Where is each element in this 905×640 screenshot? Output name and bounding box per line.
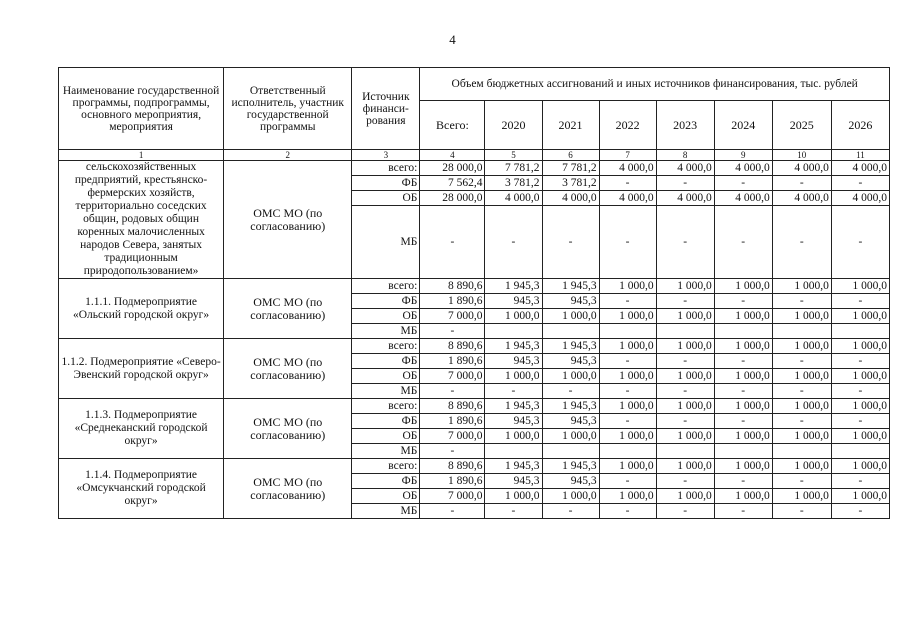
- funding-source: ОБ: [352, 309, 420, 324]
- column-number: 11: [831, 150, 889, 161]
- amount-cell: 4 000,0: [599, 191, 656, 206]
- table-body: [59, 150, 890, 519]
- funding-source: ФБ: [352, 414, 420, 429]
- amount-cell: [772, 444, 831, 459]
- funding-source: ФБ: [352, 474, 420, 489]
- amount-cell: 1 945,3: [542, 339, 599, 354]
- amount-cell: [714, 324, 772, 339]
- amount-cell: -: [599, 294, 656, 309]
- amount-cell: -: [714, 414, 772, 429]
- column-number: 9: [714, 150, 772, 161]
- column-numbers-row: [59, 150, 890, 161]
- amount-cell: -: [714, 474, 772, 489]
- amount-cell: 1 000,0: [714, 459, 772, 474]
- activity-name: 1.1.4. Подмероприятие «Омсукчанский городской округ»: [59, 459, 224, 519]
- amount-cell: -: [485, 206, 542, 279]
- amount-cell: -: [831, 384, 889, 399]
- amount-cell: -: [599, 384, 656, 399]
- amount-cell: 1 000,0: [831, 489, 889, 504]
- amount-cell: 1 000,0: [831, 339, 889, 354]
- amount-cell: 7 562,4: [420, 176, 485, 191]
- amount-cell: -: [831, 504, 889, 519]
- amount-cell: 1 000,0: [599, 399, 656, 414]
- amount-cell: 4 000,0: [714, 161, 772, 176]
- amount-cell: -: [656, 474, 714, 489]
- amount-cell: 1 890,6: [420, 354, 485, 369]
- amount-cell: 4 000,0: [542, 191, 599, 206]
- amount-cell: 1 000,0: [772, 279, 831, 294]
- amount-cell: 1 000,0: [656, 339, 714, 354]
- amount-cell: 1 000,0: [772, 489, 831, 504]
- header-name: Наименование государственной программы, подпрограммы, основного мероприятия, мероприятия: [59, 68, 224, 150]
- column-number: 7: [599, 150, 656, 161]
- activity-name: 1.1.3. Подмероприятие «Среднеканский городской округ»: [59, 399, 224, 459]
- responsible-executor: ОМС МО (по согласованию): [224, 339, 352, 399]
- amount-cell: -: [485, 384, 542, 399]
- amount-cell: [485, 444, 542, 459]
- amount-cell: 4 000,0: [714, 191, 772, 206]
- funding-source: ОБ: [352, 429, 420, 444]
- responsible-executor: ОМС МО (по согласованию): [224, 161, 352, 279]
- amount-cell: 8 890,6: [420, 399, 485, 414]
- amount-cell: -: [599, 474, 656, 489]
- amount-cell: -: [714, 206, 772, 279]
- amount-cell: 1 890,6: [420, 294, 485, 309]
- amount-cell: 1 000,0: [599, 279, 656, 294]
- amount-cell: -: [714, 504, 772, 519]
- amount-cell: -: [772, 206, 831, 279]
- table-row: [59, 459, 890, 474]
- amount-cell: 3 781,2: [542, 176, 599, 191]
- table-row: [59, 339, 890, 354]
- header-year: 2025: [772, 101, 831, 150]
- amount-cell: 1 000,0: [772, 459, 831, 474]
- funding-source: ОБ: [352, 191, 420, 206]
- amount-cell: 945,3: [485, 414, 542, 429]
- amount-cell: [831, 444, 889, 459]
- amount-cell: 4 000,0: [772, 191, 831, 206]
- amount-cell: -: [831, 294, 889, 309]
- funding-source: МБ: [352, 384, 420, 399]
- amount-cell: 1 000,0: [485, 489, 542, 504]
- funding-source: МБ: [352, 324, 420, 339]
- amount-cell: -: [420, 384, 485, 399]
- amount-cell: -: [772, 504, 831, 519]
- amount-cell: [714, 444, 772, 459]
- amount-cell: 1 000,0: [831, 309, 889, 324]
- amount-cell: -: [772, 354, 831, 369]
- amount-cell: -: [599, 354, 656, 369]
- amount-cell: -: [420, 504, 485, 519]
- amount-cell: 1 000,0: [772, 429, 831, 444]
- amount-cell: -: [656, 176, 714, 191]
- amount-cell: -: [420, 324, 485, 339]
- amount-cell: -: [656, 414, 714, 429]
- amount-cell: 1 000,0: [542, 489, 599, 504]
- amount-cell: -: [831, 206, 889, 279]
- amount-cell: -: [599, 176, 656, 191]
- amount-cell: -: [772, 414, 831, 429]
- amount-cell: [656, 324, 714, 339]
- amount-cell: 1 000,0: [485, 369, 542, 384]
- amount-cell: -: [420, 444, 485, 459]
- table-row: [59, 399, 890, 414]
- amount-cell: 1 000,0: [599, 489, 656, 504]
- amount-cell: -: [714, 294, 772, 309]
- amount-cell: 7 781,2: [485, 161, 542, 176]
- funding-source: ОБ: [352, 489, 420, 504]
- amount-cell: 1 000,0: [656, 429, 714, 444]
- column-number: 3: [352, 150, 420, 161]
- amount-cell: -: [714, 176, 772, 191]
- amount-cell: 4 000,0: [831, 191, 889, 206]
- amount-cell: 1 000,0: [599, 369, 656, 384]
- amount-cell: 1 000,0: [772, 399, 831, 414]
- amount-cell: -: [656, 384, 714, 399]
- header-source: Источник финанси-рования: [352, 68, 420, 150]
- amount-cell: [772, 324, 831, 339]
- header-year: 2020: [485, 101, 542, 150]
- responsible-executor: ОМС МО (по согласованию): [224, 399, 352, 459]
- amount-cell: 945,3: [485, 294, 542, 309]
- amount-cell: [485, 324, 542, 339]
- column-number: 10: [772, 150, 831, 161]
- amount-cell: -: [831, 176, 889, 191]
- amount-cell: 1 000,0: [542, 429, 599, 444]
- amount-cell: 8 890,6: [420, 459, 485, 474]
- amount-cell: 1 000,0: [831, 399, 889, 414]
- header-year: 2024: [714, 101, 772, 150]
- amount-cell: 8 890,6: [420, 339, 485, 354]
- amount-cell: -: [831, 414, 889, 429]
- amount-cell: 945,3: [485, 354, 542, 369]
- responsible-executor: ОМС МО (по согласованию): [224, 279, 352, 339]
- amount-cell: -: [831, 474, 889, 489]
- amount-cell: 28 000,0: [420, 191, 485, 206]
- header-year: 2023: [656, 101, 714, 150]
- responsible-executor: ОМС МО (по согласованию): [224, 459, 352, 519]
- amount-cell: 1 000,0: [831, 429, 889, 444]
- amount-cell: 1 000,0: [656, 279, 714, 294]
- amount-cell: -: [831, 354, 889, 369]
- amount-cell: -: [714, 354, 772, 369]
- amount-cell: 4 000,0: [772, 161, 831, 176]
- amount-cell: 1 000,0: [714, 369, 772, 384]
- column-number: 5: [485, 150, 542, 161]
- amount-cell: 1 000,0: [831, 459, 889, 474]
- funding-source: всего:: [352, 339, 420, 354]
- amount-cell: -: [420, 206, 485, 279]
- funding-source: всего:: [352, 459, 420, 474]
- activity-name: 1.1.2. Подмероприятие «Северо-Эвенский городской округ»: [59, 339, 224, 399]
- amount-cell: -: [485, 504, 542, 519]
- header-budget: Объем бюджетных ассигнований и иных источников финансирования, тыс. рублей: [420, 68, 890, 101]
- funding-source: ФБ: [352, 176, 420, 191]
- amount-cell: 4 000,0: [599, 161, 656, 176]
- funding-source: всего:: [352, 161, 420, 176]
- amount-cell: -: [656, 206, 714, 279]
- amount-cell: 1 000,0: [542, 369, 599, 384]
- amount-cell: -: [656, 504, 714, 519]
- amount-cell: -: [772, 294, 831, 309]
- column-number: 4: [420, 150, 485, 161]
- amount-cell: 1 945,3: [485, 459, 542, 474]
- amount-cell: -: [599, 504, 656, 519]
- amount-cell: 1 000,0: [485, 309, 542, 324]
- amount-cell: 3 781,2: [485, 176, 542, 191]
- activity-name: сельскохозяйственных предприятий, крестьянско-фермерских хозяйств, территориально соседских общин, родовых общин коренных малочисленных народов Севера, занятых традиционным природопользованием»: [59, 161, 224, 279]
- column-number: 1: [59, 150, 224, 161]
- amount-cell: -: [772, 474, 831, 489]
- header-total: Всего:: [420, 101, 485, 150]
- amount-cell: 1 000,0: [542, 309, 599, 324]
- amount-cell: 1 945,3: [542, 399, 599, 414]
- amount-cell: 1 945,3: [485, 339, 542, 354]
- amount-cell: 1 000,0: [656, 459, 714, 474]
- header-year: 2021: [542, 101, 599, 150]
- table-row: [59, 161, 890, 176]
- amount-cell: 1 000,0: [599, 429, 656, 444]
- amount-cell: 1 890,6: [420, 414, 485, 429]
- amount-cell: 7 000,0: [420, 489, 485, 504]
- amount-cell: [599, 444, 656, 459]
- amount-cell: 1 945,3: [542, 279, 599, 294]
- amount-cell: 1 000,0: [599, 339, 656, 354]
- amount-cell: 7 000,0: [420, 309, 485, 324]
- amount-cell: [656, 444, 714, 459]
- amount-cell: -: [542, 504, 599, 519]
- funding-source: всего:: [352, 399, 420, 414]
- column-number: 2: [224, 150, 352, 161]
- funding-source: ФБ: [352, 294, 420, 309]
- amount-cell: 1 000,0: [831, 369, 889, 384]
- amount-cell: 945,3: [542, 474, 599, 489]
- amount-cell: -: [542, 206, 599, 279]
- amount-cell: 7 000,0: [420, 369, 485, 384]
- amount-cell: 1 000,0: [772, 309, 831, 324]
- header-year: 2022: [599, 101, 656, 150]
- amount-cell: 1 000,0: [656, 309, 714, 324]
- amount-cell: 1 000,0: [656, 369, 714, 384]
- amount-cell: 1 000,0: [714, 339, 772, 354]
- amount-cell: 945,3: [542, 294, 599, 309]
- amount-cell: 1 000,0: [714, 399, 772, 414]
- amount-cell: -: [772, 176, 831, 191]
- amount-cell: 7 000,0: [420, 429, 485, 444]
- amount-cell: -: [599, 414, 656, 429]
- amount-cell: 1 945,3: [542, 459, 599, 474]
- amount-cell: 1 000,0: [656, 489, 714, 504]
- amount-cell: 1 000,0: [485, 429, 542, 444]
- amount-cell: 1 000,0: [831, 279, 889, 294]
- amount-cell: 945,3: [542, 414, 599, 429]
- amount-cell: 1 945,3: [485, 279, 542, 294]
- budget-table: [58, 67, 890, 519]
- funding-source: ФБ: [352, 354, 420, 369]
- amount-cell: 1 945,3: [485, 399, 542, 414]
- column-number: 8: [656, 150, 714, 161]
- amount-cell: 945,3: [542, 354, 599, 369]
- amount-cell: 1 000,0: [772, 339, 831, 354]
- amount-cell: [542, 444, 599, 459]
- amount-cell: 1 000,0: [599, 309, 656, 324]
- funding-source: ОБ: [352, 369, 420, 384]
- amount-cell: 4 000,0: [656, 161, 714, 176]
- header-responsible: Ответственный исполнитель, участник государственной программы: [224, 68, 352, 150]
- funding-source: МБ: [352, 504, 420, 519]
- amount-cell: 1 000,0: [772, 369, 831, 384]
- amount-cell: 4 000,0: [831, 161, 889, 176]
- amount-cell: 4 000,0: [485, 191, 542, 206]
- amount-cell: -: [772, 384, 831, 399]
- funding-source: МБ: [352, 444, 420, 459]
- amount-cell: 945,3: [485, 474, 542, 489]
- activity-name: 1.1.1. Подмероприятие «Ольский городской округ»: [59, 279, 224, 339]
- amount-cell: 1 000,0: [656, 399, 714, 414]
- amount-cell: 4 000,0: [656, 191, 714, 206]
- amount-cell: 1 000,0: [714, 429, 772, 444]
- amount-cell: [831, 324, 889, 339]
- amount-cell: -: [656, 354, 714, 369]
- header-year: 2026: [831, 101, 889, 150]
- amount-cell: -: [542, 384, 599, 399]
- funding-source: МБ: [352, 206, 420, 279]
- amount-cell: -: [599, 206, 656, 279]
- amount-cell: 1 000,0: [714, 309, 772, 324]
- funding-source: всего:: [352, 279, 420, 294]
- table-row: [59, 279, 890, 294]
- amount-cell: 1 000,0: [714, 279, 772, 294]
- amount-cell: 1 000,0: [714, 489, 772, 504]
- amount-cell: 28 000,0: [420, 161, 485, 176]
- amount-cell: -: [714, 384, 772, 399]
- page-number: 4: [449, 32, 456, 47]
- amount-cell: 8 890,6: [420, 279, 485, 294]
- amount-cell: [599, 324, 656, 339]
- amount-cell: -: [656, 294, 714, 309]
- amount-cell: 7 781,2: [542, 161, 599, 176]
- amount-cell: [542, 324, 599, 339]
- amount-cell: 1 890,6: [420, 474, 485, 489]
- column-number: 6: [542, 150, 599, 161]
- amount-cell: 1 000,0: [599, 459, 656, 474]
